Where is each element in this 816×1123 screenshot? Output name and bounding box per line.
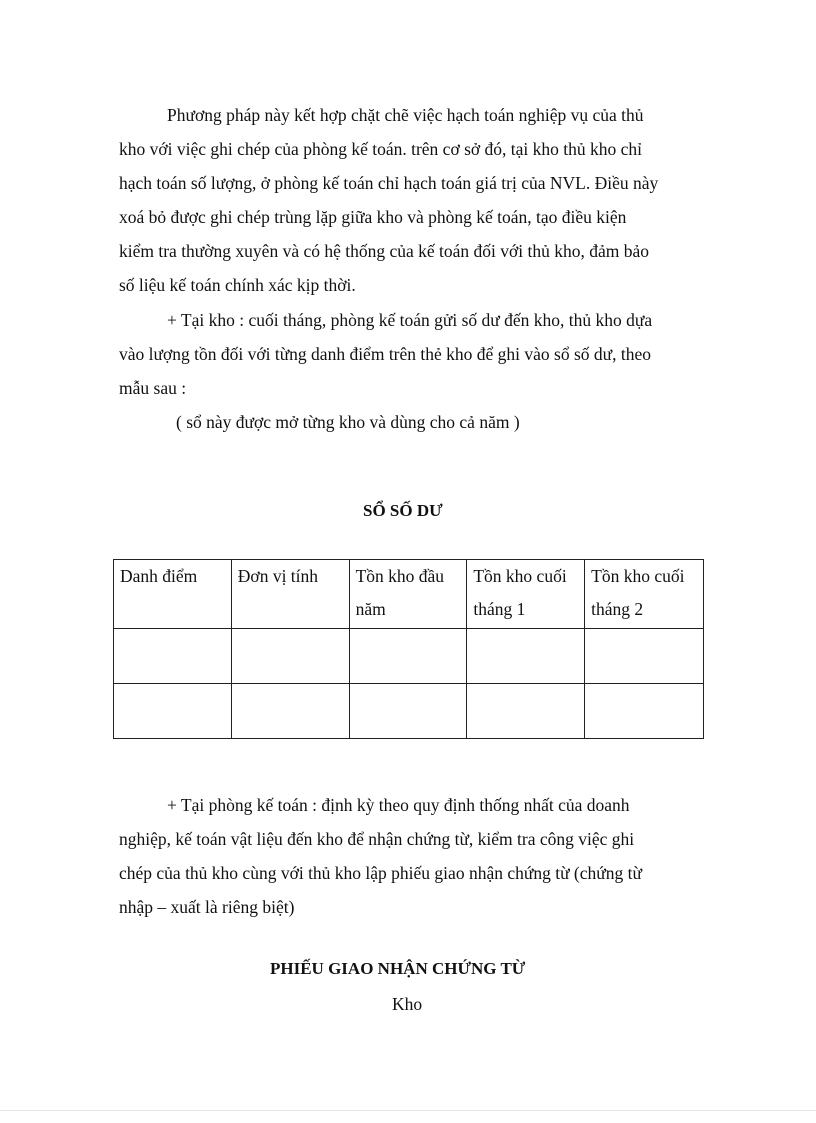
table-cell (349, 684, 467, 739)
page-bottom-divider (0, 1110, 816, 1111)
book-note: ( sổ này được mở từng kho và dùng cho cả năm ) (176, 412, 520, 432)
paragraph-line: chép của thủ kho cùng với thủ kho lập phiếu giao nhận chứng từ (chứng từ (119, 863, 642, 883)
table-cell (467, 684, 585, 739)
warehouse-label: Kho (392, 994, 423, 1014)
header-text: năm (355, 599, 386, 619)
table-cell (585, 629, 704, 684)
table-cell (467, 629, 585, 684)
balance-book-title: SỔ SỐ DƯ (363, 501, 443, 520)
paragraph-line: hạch toán số lượng, ở phòng kế toán chỉ hạch toán giá trị của NVL. Điều này (119, 173, 659, 193)
header-text: Danh điểm (120, 566, 198, 586)
table-cell (231, 629, 349, 684)
paragraph-line: xoá bỏ được ghi chép trùng lặp giữa kho và phòng kế toán, tạo điều kiện (119, 207, 627, 227)
header-text: tháng 2 (591, 599, 644, 619)
paragraph-line: số liệu kế toán chính xác kịp thời. (119, 275, 356, 295)
header-text: Tồn kho cuối (473, 566, 567, 586)
table-row (114, 684, 704, 739)
header-text: Đơn vị tính (237, 566, 319, 586)
balance-book-table (113, 559, 704, 739)
header-cell-stock-month-1 (467, 560, 585, 629)
table-cell (231, 684, 349, 739)
paragraph-line: nhập – xuất là riêng biệt) (119, 897, 295, 917)
paragraph-line: vào lượng tồn đối với từng danh điểm trên thẻ kho để ghi vào sổ số dư, theo (119, 344, 652, 364)
header-cell-stock-month-2 (585, 560, 704, 629)
header-text: Tồn kho cuối (591, 566, 685, 586)
table-cell (114, 629, 232, 684)
voucher-receipt-title: PHIẾU GIAO NHẬN CHỨNG TỪ (270, 959, 526, 978)
table-header-row (114, 560, 704, 629)
paragraph-line: kiểm tra thường xuyên và có hệ thống của kế toán đối với thủ kho, đảm bảo (119, 241, 650, 261)
header-text: tháng 1 (473, 599, 526, 619)
paragraph-line: Phương pháp này kết hợp chặt chẽ việc hạch toán nghiệp vụ của thủ (167, 105, 644, 125)
header-text: Tồn kho đầu (355, 566, 445, 586)
table-cell (349, 629, 467, 684)
table-row (114, 629, 704, 684)
paragraph-line: kho với việc ghi chép của phòng kế toán. trên cơ sở đó, tại kho thủ kho chỉ (119, 139, 642, 159)
table-cell (585, 684, 704, 739)
paragraph-line: + Tại kho : cuối tháng, phòng kế toán gửi số dư đến kho, thủ kho dựa (167, 310, 653, 330)
paragraph-line: mẫu sau : (119, 378, 187, 398)
header-cell-item-code (114, 560, 232, 629)
paragraph-line: + Tại phòng kế toán : định kỳ theo quy định thống nhất của doanh (167, 795, 630, 815)
table-cell (114, 684, 232, 739)
paragraph-line: nghiệp, kế toán vật liệu đến kho để nhận chứng từ, kiểm tra công việc ghi (119, 829, 635, 849)
header-cell-opening-stock (349, 560, 467, 629)
header-cell-unit (231, 560, 349, 629)
